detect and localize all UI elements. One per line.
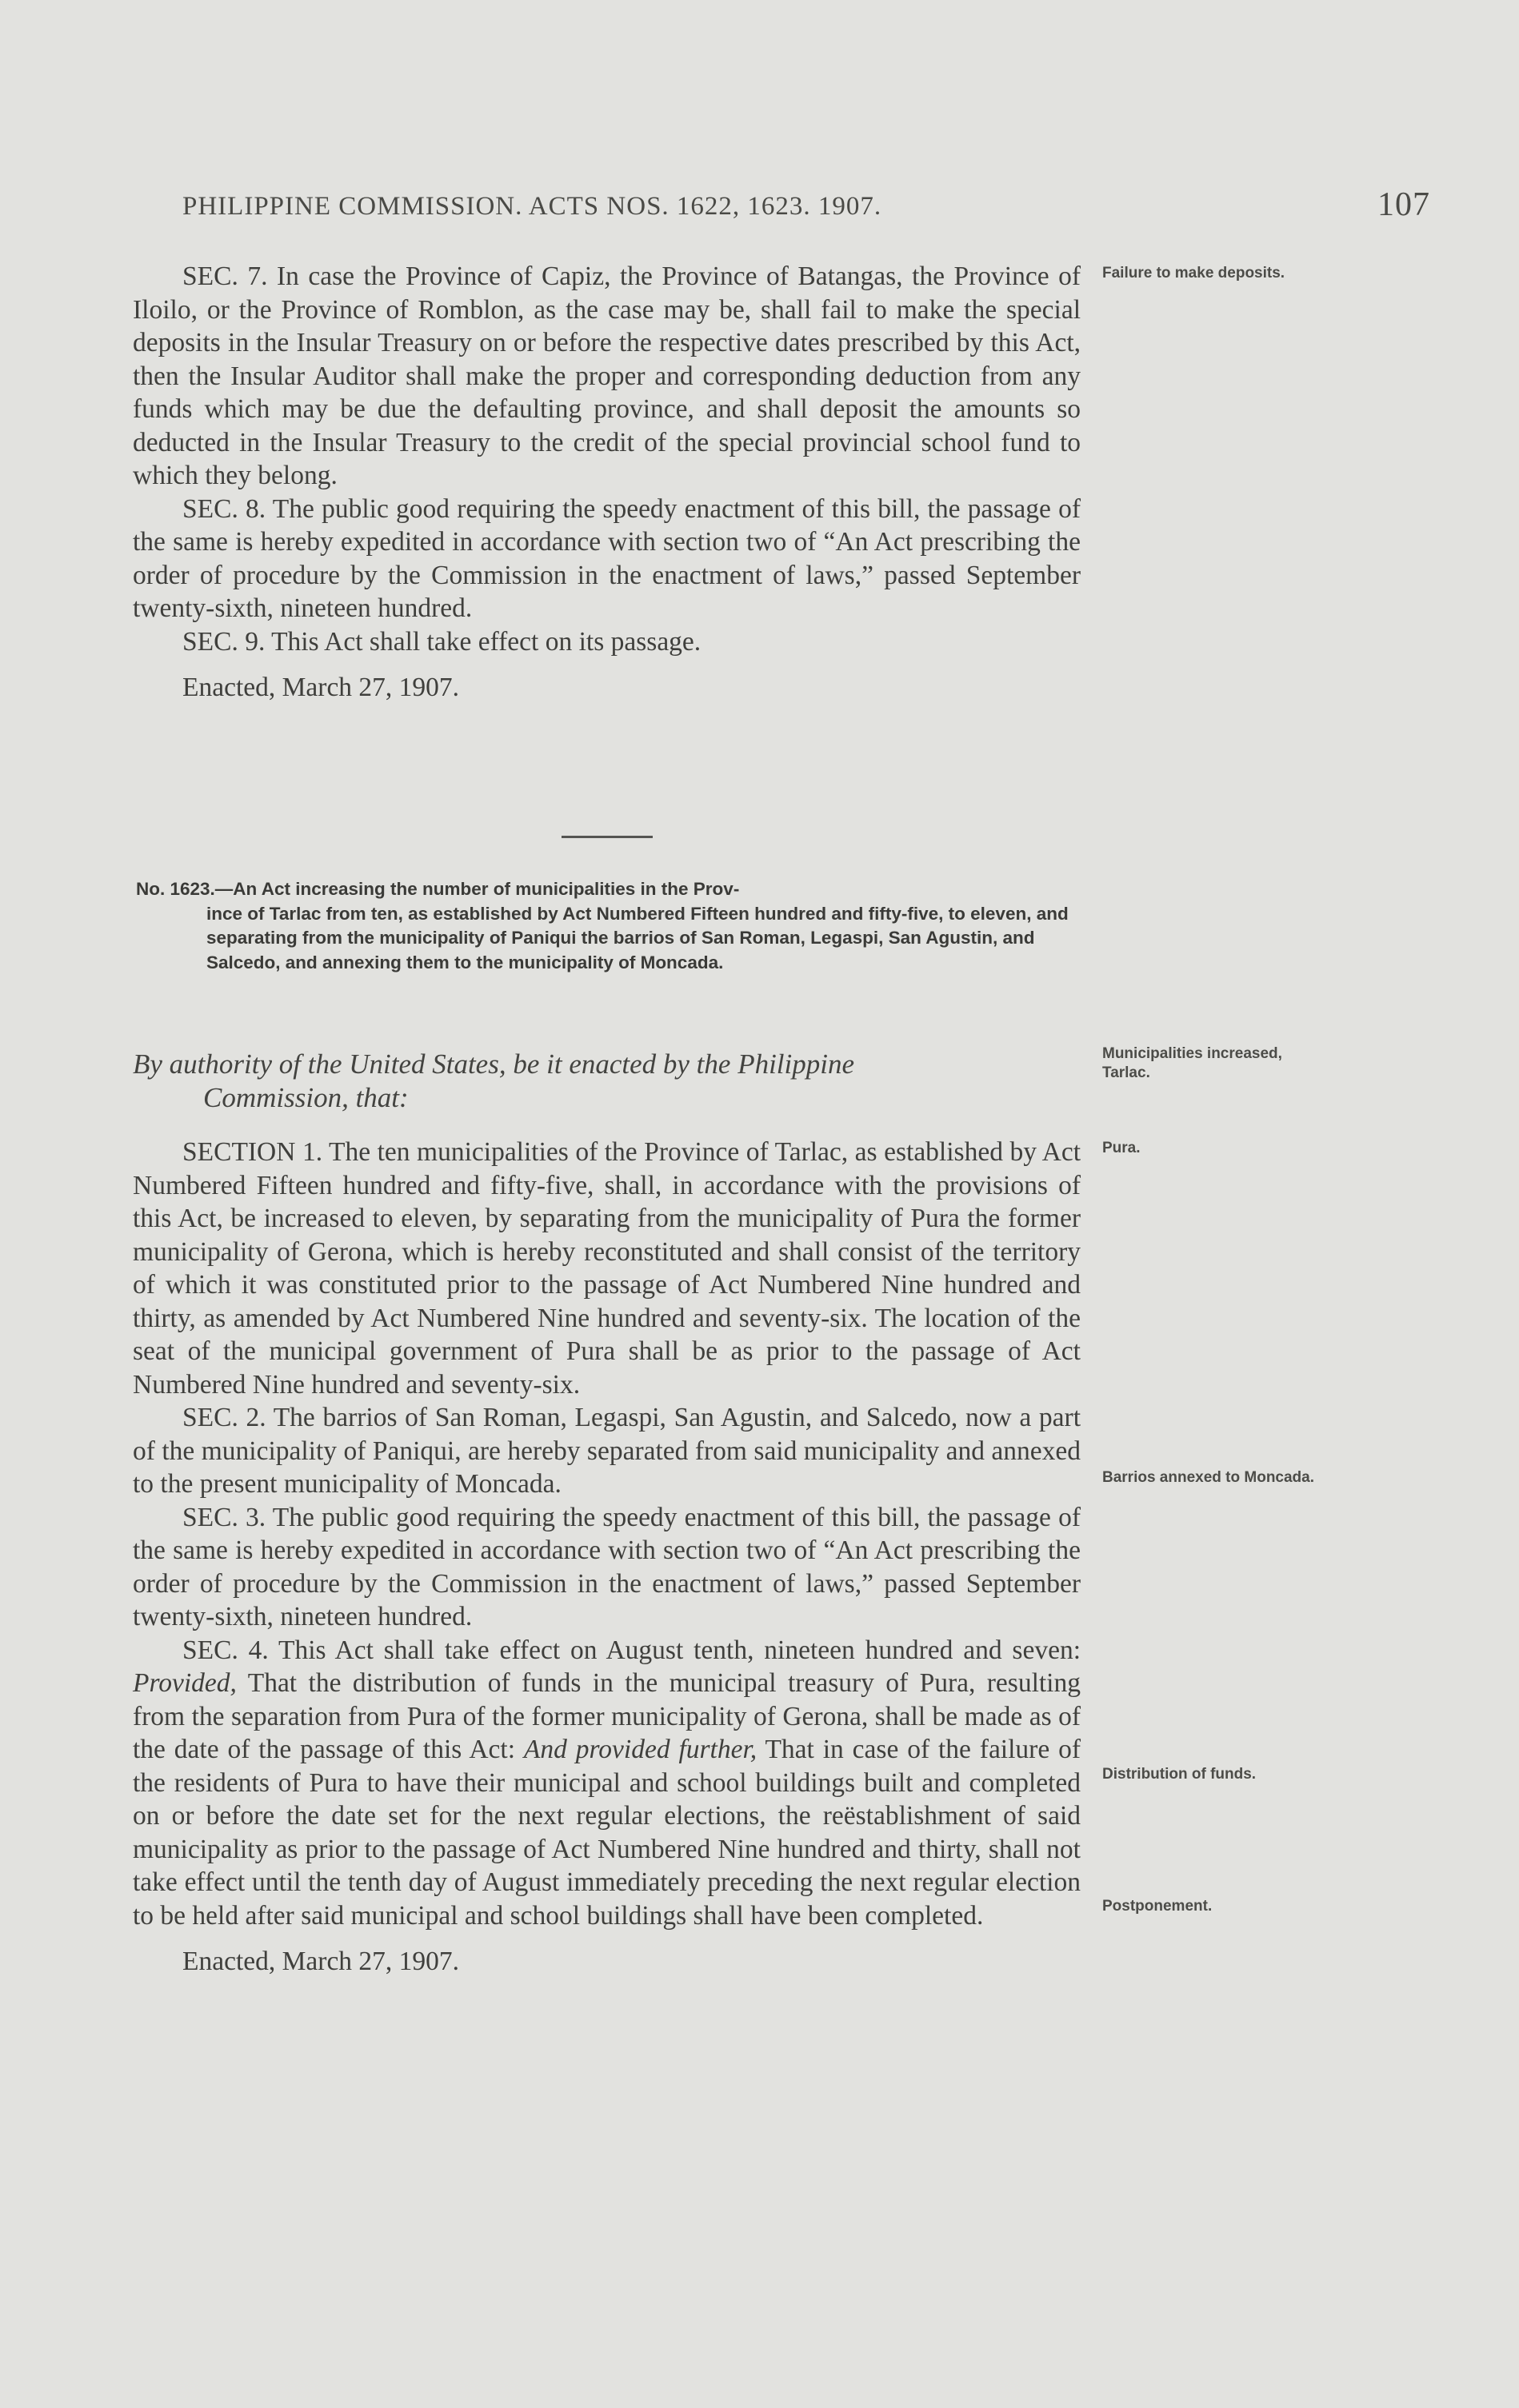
section-4-part-a: SEC. 4. This Act shall take effect on August tenth, nineteen hundred and seven: xyxy=(182,1635,1081,1665)
margin-note-failure: Failure to make deposits. xyxy=(1102,265,1285,282)
section-4-part-c: That in case of the failure of the residents of Pura to have their municipal and school buildings built and completed on or before the date set for the next regular elections, the reëstablishment of said municipality as prior to the passage of Act Numbered Nine hundred and thirty, shall not take effect until the tenth day of August immediately preceding the next regular election to be held after said municipal and school buildings shall have been completed. xyxy=(133,1735,1081,1931)
provided-italic: Provided, xyxy=(133,1668,237,1698)
section-3: SEC. 3. The public good requiring the speedy enactment of this bill, the passage of the same is hereby expedited in accordance with section two of “An Act prescribing the order of procedure by the Commission in the enactment of laws,” passed September twenty-sixth, nineteen hundred. xyxy=(133,1502,1081,1631)
section-4-part-b: That the distribution of funds in the municipal treasury of Pura, resulting from the separation from Pura of the former municipality of Gerona, shall be made as of the date of the passage of this Act: xyxy=(133,1668,1081,1764)
page-number: 107 xyxy=(1377,186,1430,223)
running-head xyxy=(182,186,1430,234)
section-divider xyxy=(562,836,653,838)
section-4 xyxy=(133,1634,1081,1933)
enacted-date-1622: Enacted, March 27, 1907. xyxy=(182,673,460,702)
margin-note-postponement: Postponement. xyxy=(1102,1898,1213,1915)
section-9: SEC. 9. This Act shall take effect on its passage. xyxy=(182,626,702,657)
margin-note-barrios: Barrios annexed to Moncada. xyxy=(1102,1469,1315,1486)
margin-note-municipalities: Municipalities increased, Tarlac. xyxy=(1102,1045,1282,1081)
enacting-clause xyxy=(133,1048,1081,1115)
enacted-date-1623: Enacted, March 27, 1907. xyxy=(182,1947,460,1976)
provided-further-italic: And provided further, xyxy=(523,1735,758,1764)
act-1623-body xyxy=(133,1136,1081,1979)
section-7: SEC. 7. In case the Province of Capiz, the Province of Batangas, the Province of Iloilo, or the Province of Romblon, as the case may be, shall fail to make the special deposits in the Insular Treasury on or before the respective dates prescribed by this Act, then the Insular Auditor shall make the proper and corresponding deduction from any funds which may be due the defaulting province, and shall deposit the amounts so deducted in the Insular Treasury to the credit of the special provincial school fund to which they belong. xyxy=(133,262,1081,490)
section-8: SEC. 8. The public good requiring the speedy enactment of this bill, the passage of the same is hereby expedited in accordance with section two of “An Act prescribing the order of procedure by the Commission in the enactment of laws,” passed September twenty-sixth, nineteen hundred. xyxy=(133,493,1081,623)
act-1623-title xyxy=(136,877,1084,975)
act-title-first-line: No. 1623.—An Act increasing the number of municipalities in the Prov- xyxy=(136,879,740,899)
margin-note-pura: Pura. xyxy=(1102,1140,1141,1156)
section-1: SECTION 1. The ten municipalities of the Province of Tarlac, as established by Act Numbered Fifteen hundred and fifty-five, shall, in accordance with the provisions of this Act, be increased to eleven, by separating from the municipality of Pura the former municipality of Gerona, which is hereby reconstituted and shall consist of the territory of which it was constituted prior to the passage of Act Numbered Nine hundred and thirty, as amended by Act Numbered Nine hundred and seventy-six. The location of the seat of the municipal government of Pura shall be as prior to the passage of Act Numbered Nine hundred and seventy-six. xyxy=(133,1137,1081,1400)
act-title-continuation: ince of Tarlac from ten, as established by Act Numbered Fifteen hundred and fifty-five, to eleven, and separating from the municipality of Paniqui the barrios of San Roman, Legaspi, San Agustin, and Salcedo, and annexing them to the municipality of Moncada. xyxy=(206,903,1069,972)
running-title: PHILIPPINE COMMISSION. ACTS NOS. 1622, 1623. 1907. xyxy=(182,192,882,221)
enacting-line-1: By authority of the United States, be it enacted by the Philippine xyxy=(133,1048,855,1080)
enacting-line-2: Commission, that: xyxy=(203,1082,409,1113)
act-1622-continuation xyxy=(133,260,1081,705)
margin-note-distribution: Distribution of funds. xyxy=(1102,1766,1257,1783)
section-2: SEC. 2. The barrios of San Roman, Legaspi, San Agustin, and Salcedo, now a part of the municipality of Paniqui, are hereby separated from said municipality and annexed to the present municipality of Moncada. xyxy=(133,1403,1081,1499)
